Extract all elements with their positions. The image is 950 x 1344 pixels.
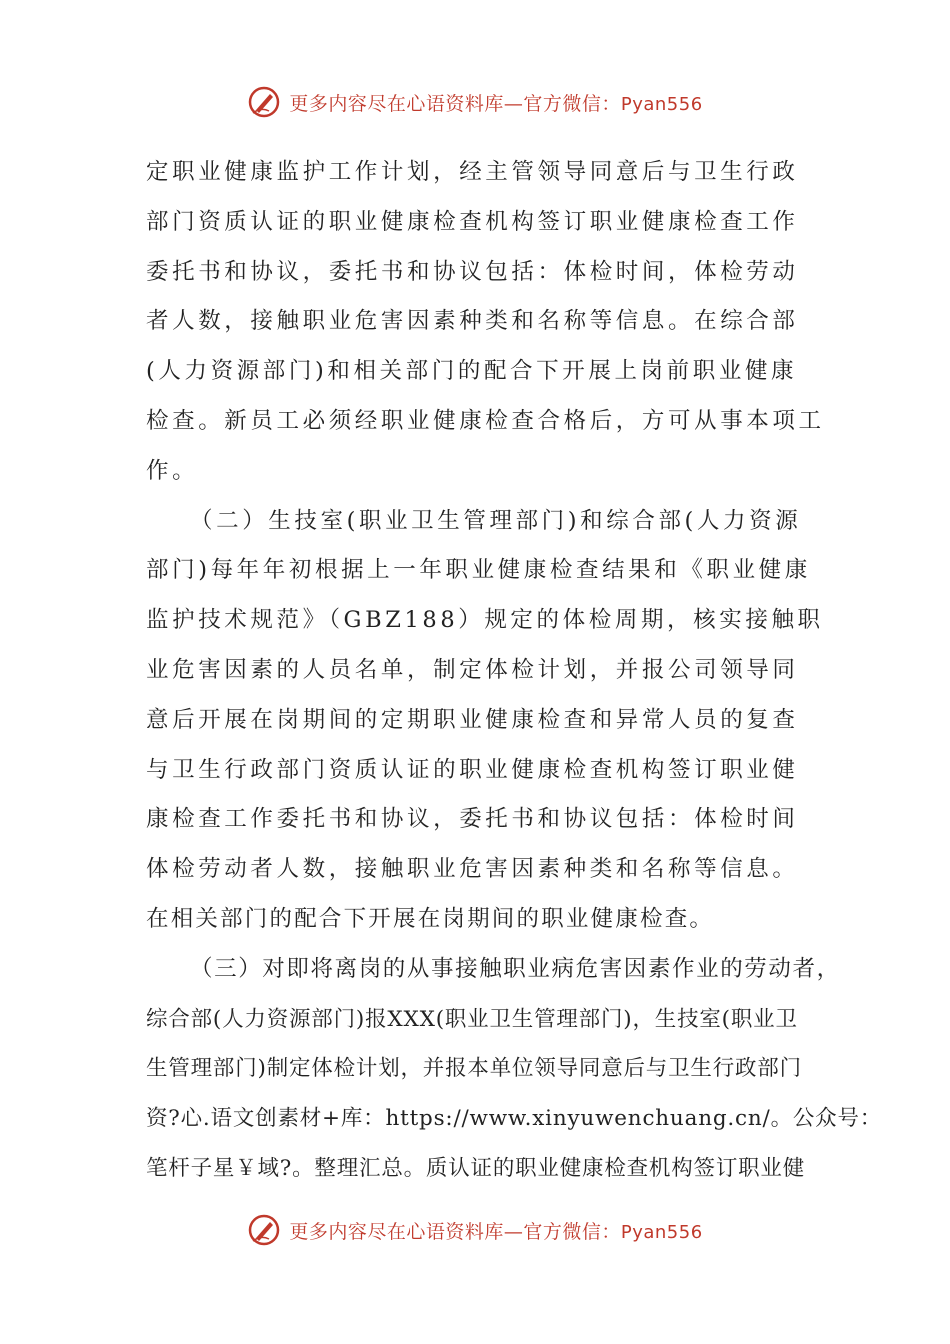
text-line: 资?心.语文创素材+库：https://www.xinyuwenchuang.cn/。公众号： bbox=[146, 1106, 883, 1132]
pen-circle-logo-icon bbox=[247, 85, 281, 119]
text-line: 定职业健康监护工作计划，经主管领导同意后与卫生行政 bbox=[146, 159, 799, 185]
text-line: 与卫生行政部门资质认证的职业健康检查机构签订职业健 bbox=[146, 756, 799, 783]
text-line: 部门资质认证的职业健康检查机构签订职业健康检查工作 bbox=[146, 208, 799, 235]
document-body bbox=[146, 148, 883, 1194]
footer-watermark bbox=[0, 1208, 950, 1252]
text-line: 生管理部门)制定体检计划，并报本单位领导同意后与卫生行政部门 bbox=[146, 1056, 802, 1082]
text-line: 者人数，接触职业危害因素种类和名称等信息。在综合部 bbox=[146, 308, 799, 335]
text-line: 综合部(人力资源部门)报XXX(职业卫生管理部门)，生技室(职业卫 bbox=[146, 1006, 798, 1032]
text-line: 在相关部门的配合下开展在岗期间的职业健康检查。 bbox=[146, 905, 715, 932]
text-line: 意后开展在岗期间的定期职业健康检查和异常人员的复查 bbox=[146, 706, 799, 733]
watermark-text: 更多内容尽在心语资料库—官方微信：Pyan556 bbox=[289, 1220, 703, 1243]
text-line: 委托书和协议，委托书和协议包括：体检时间，体检劳动 bbox=[146, 258, 799, 285]
text-line: 作。 bbox=[146, 457, 199, 484]
text-line: 康检查工作委托书和协议，委托书和协议包括：体检时间 bbox=[146, 806, 799, 833]
text-line: （三）对即将离岗的从事接触职业病危害因素作业的劳动者， bbox=[190, 955, 841, 982]
text-line: 监护技术规范》（GBZ188）规定的体检周期，核实接触职 bbox=[146, 607, 824, 634]
text-line: 笔杆子星￥域?。整理汇总。质认证的职业健康检查机构签订职业健 bbox=[146, 1155, 806, 1181]
text-line: 检查。新员工必须经职业健康检查合格后，方可从事本项工 bbox=[146, 407, 825, 434]
pen-circle-logo-icon bbox=[247, 1213, 281, 1247]
text-line: （二）生技室(职业卫生管理部门)和综合部(人力资源 bbox=[190, 507, 802, 534]
text-line: (人力资源部门)和相关部门的配合下开展上岗前职业健康 bbox=[146, 358, 798, 385]
watermark-text: 更多内容尽在心语资料库—官方微信：Pyan556 bbox=[289, 92, 703, 115]
text-line: 部门)每年年初根据上一年职业健康检查结果和《职业健康 bbox=[146, 557, 811, 584]
text-line: 业危害因素的人员名单，制定体检计划，并报公司领导同 bbox=[146, 656, 799, 683]
text-line: 体检劳动者人数，接触职业危害因素种类和名称等信息。 bbox=[146, 856, 799, 883]
header-watermark bbox=[0, 80, 950, 124]
